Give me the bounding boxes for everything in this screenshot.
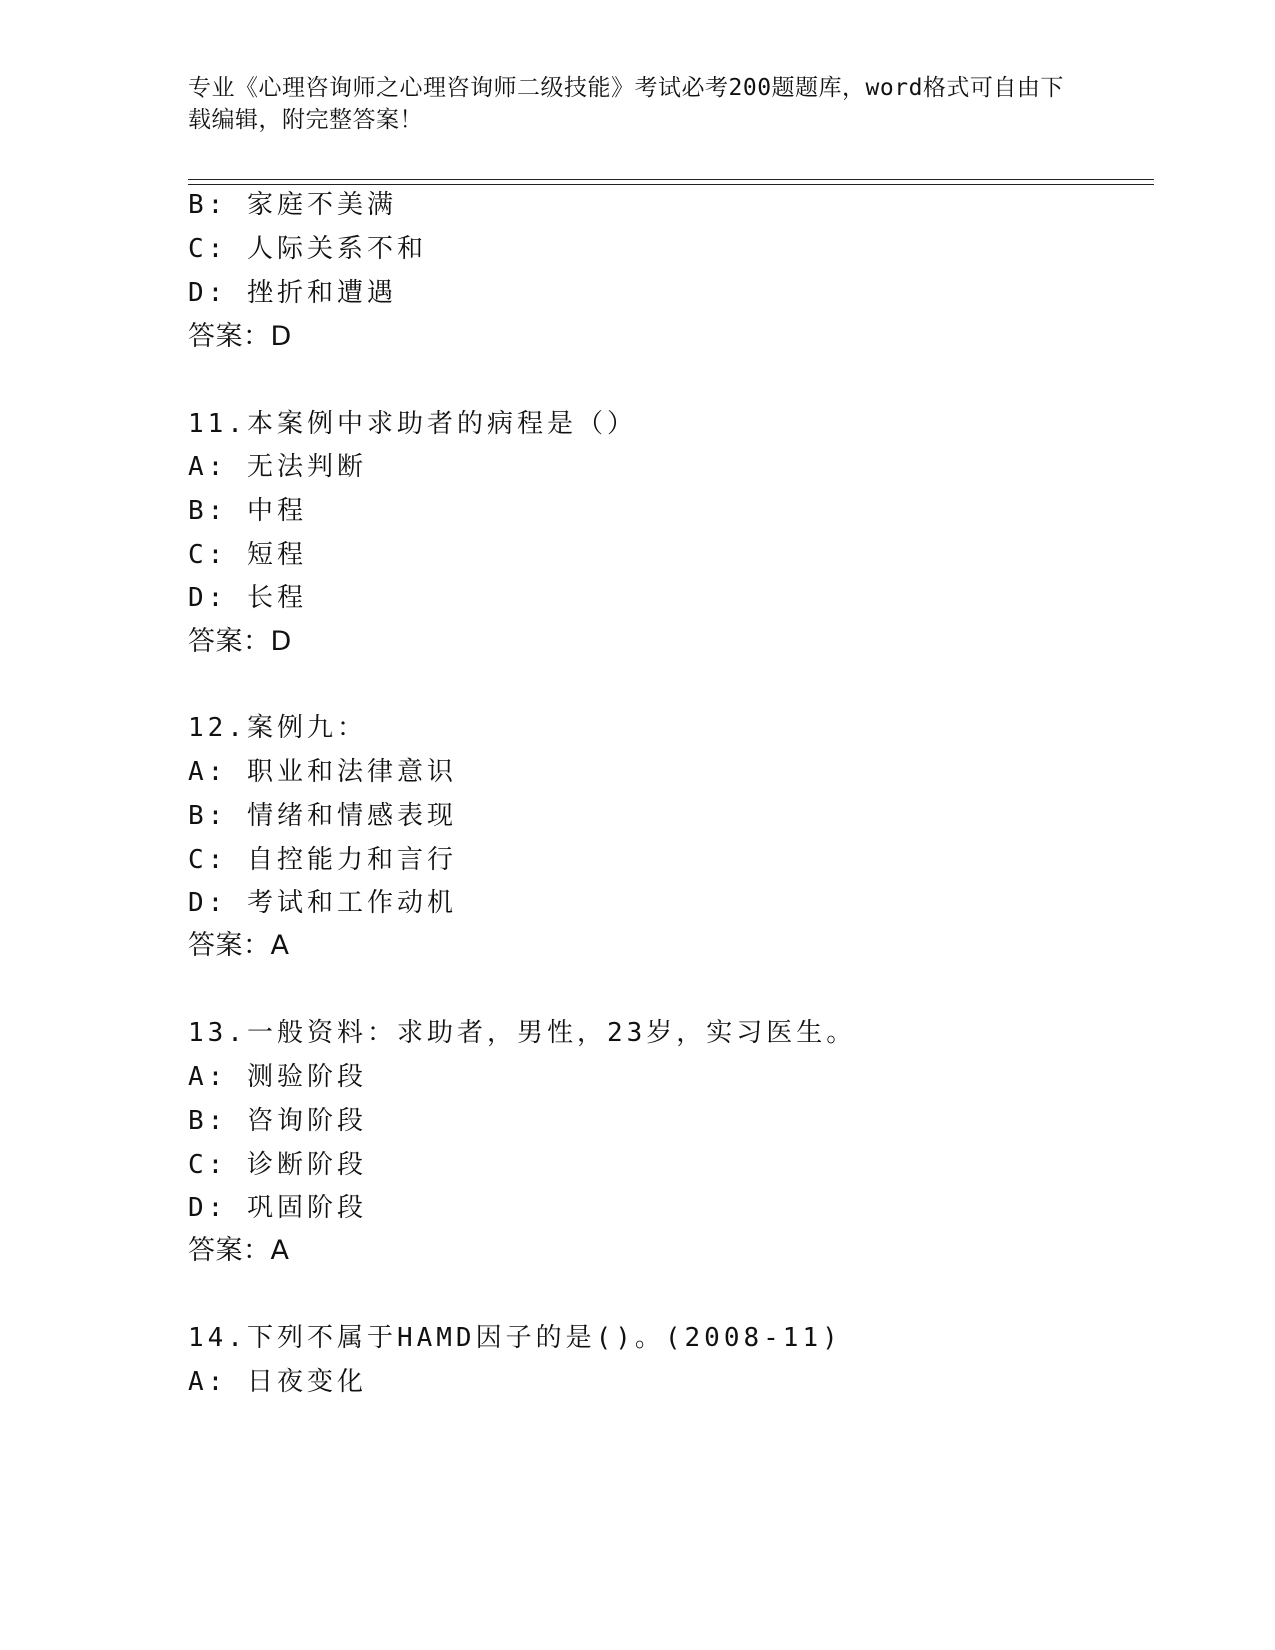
answer: 答案：A	[188, 1235, 290, 1266]
option-a: A: 职业和法律意识	[188, 757, 457, 787]
option-a: A: 无法判断	[188, 452, 367, 482]
option-d: D: 巩固阶段	[188, 1193, 367, 1223]
document-header: 专业《心理咨询师之心理咨询师二级技能》考试必考200题题库，word格式可自由下载编辑，附完整答案！	[188, 75, 1064, 133]
option-d: D: 考试和工作动机	[188, 888, 457, 918]
option-c: C: 自控能力和言行	[188, 845, 457, 875]
option-d: D: 挫折和遭遇	[188, 278, 397, 308]
option-c: C: 人际关系不和	[188, 234, 427, 264]
option-d: D: 长程	[188, 583, 307, 613]
answer: 答案：D	[188, 626, 292, 657]
answer: 答案：D	[188, 321, 292, 352]
header-divider	[188, 179, 1154, 180]
option-c: C: 短程	[188, 540, 307, 570]
option-b: B: 咨询阶段	[188, 1106, 367, 1136]
question-stem: 12.案例九：	[188, 713, 367, 743]
option-b: B: 情绪和情感表现	[188, 801, 457, 831]
answer: 答案：A	[188, 930, 290, 961]
question-stem: 13.一般资料：求助者，男性，23岁，实习医生。	[188, 1018, 857, 1048]
option-a: A: 测验阶段	[188, 1062, 367, 1092]
option-c: C: 诊断阶段	[188, 1150, 367, 1180]
question-stem: 11.本案例中求助者的病程是（）	[188, 409, 637, 439]
header-divider	[188, 184, 1154, 185]
option-b: B: 家庭不美满	[188, 190, 397, 220]
option-a: A: 日夜变化	[188, 1367, 367, 1397]
question-stem: 14.下列不属于HAMD因子的是()。(2008-11)	[188, 1323, 842, 1353]
option-b: B: 中程	[188, 496, 307, 526]
